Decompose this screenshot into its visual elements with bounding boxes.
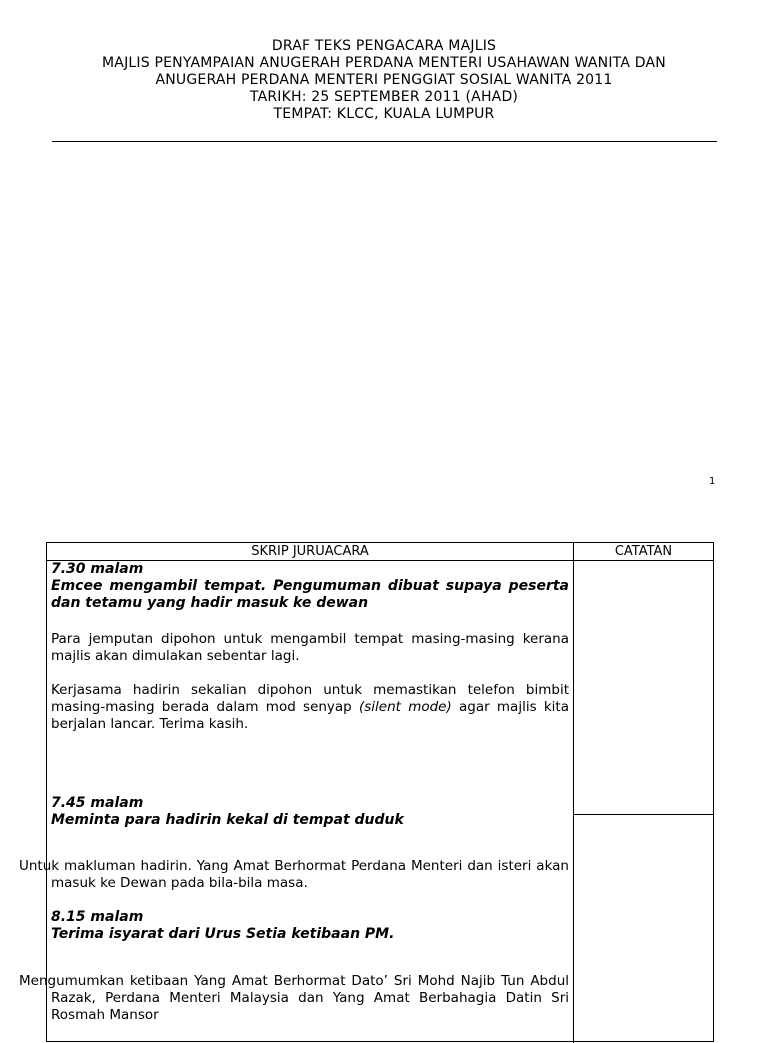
header-event-line-1: MAJLIS PENYAMPAIAN ANUGERAH PERDANA MENTERI USAHAWAN WANITA DAN [102, 55, 666, 71]
header-date: TARIKH: 25 SEPTEMBER 2011 (AHAD) [249, 89, 519, 105]
segment-2-time: 7.45 malam [51, 795, 144, 811]
segment-1-paragraph-2-end: agar majlis kita berjalan lancar. Terima kasih. [51, 699, 569, 732]
segment-3-paragraph-1: Mengumumkan ketibaan Yang Amat Berhormat Dato’ Sri Mohd Najib Tun Abdul Razak, Perdana Menteri Malaysia dan Yang Amat Berbahagia Datin Sri Rosmah Mansor [19, 973, 569, 1023]
page-number: 1 [709, 476, 716, 487]
segment-2-paragraph-1: Untuk makluman hadirin. Yang Amat Berhormat Perdana Menteri dan isteri akan masuk ke Dewan pada bila-bila masa. [19, 858, 569, 891]
notes-row-rule [573, 814, 713, 815]
segment-3-time: 8.15 malam [51, 909, 144, 925]
segment-1-paragraph-2 [51, 682, 569, 733]
segment-1-paragraph-2-italic: (silent mode) [359, 699, 452, 715]
header-venue: TEMPAT: KLCC, KUALA LUMPUR [273, 106, 495, 122]
segment-2-instruction: Meminta para hadirin kekal di tempat duduk [51, 812, 404, 828]
document-header [40, 38, 728, 123]
script-table [19, 542, 714, 1042]
segment-1-instruction: Emcee mengambil tempat. Pengumuman dibuat supaya peserta dan tetamu yang hadir masuk ke dewan [51, 578, 569, 611]
segment-1-paragraph-2-text: Kerjasama hadirin sekalian dipohon untuk memastikan telefon bimbit masing-masing berada dalam mod senyap [51, 682, 569, 715]
segment-1-paragraph-1: Para jemputan dipohon untuk mengambil tempat masing-masing kerana majlis akan dimulakan sebentar lagi. [51, 631, 569, 664]
header-event-line-2: ANUGERAH PERDANA MENTERI PENGGIAT SOSIAL WANITA 2011 [155, 72, 613, 88]
header-divider [52, 141, 717, 142]
column-header-script: SKRIP JURUACARA [251, 544, 369, 559]
column-divider [573, 543, 574, 1043]
column-header-notes: CATATAN [614, 544, 673, 559]
header-title: DRAF TEKS PENGACARA MAJLIS [271, 38, 497, 54]
segment-1-time: 7.30 malam [51, 561, 144, 577]
segment-3-instruction: Terima isyarat dari Urus Setia ketibaan PM. [51, 926, 395, 942]
